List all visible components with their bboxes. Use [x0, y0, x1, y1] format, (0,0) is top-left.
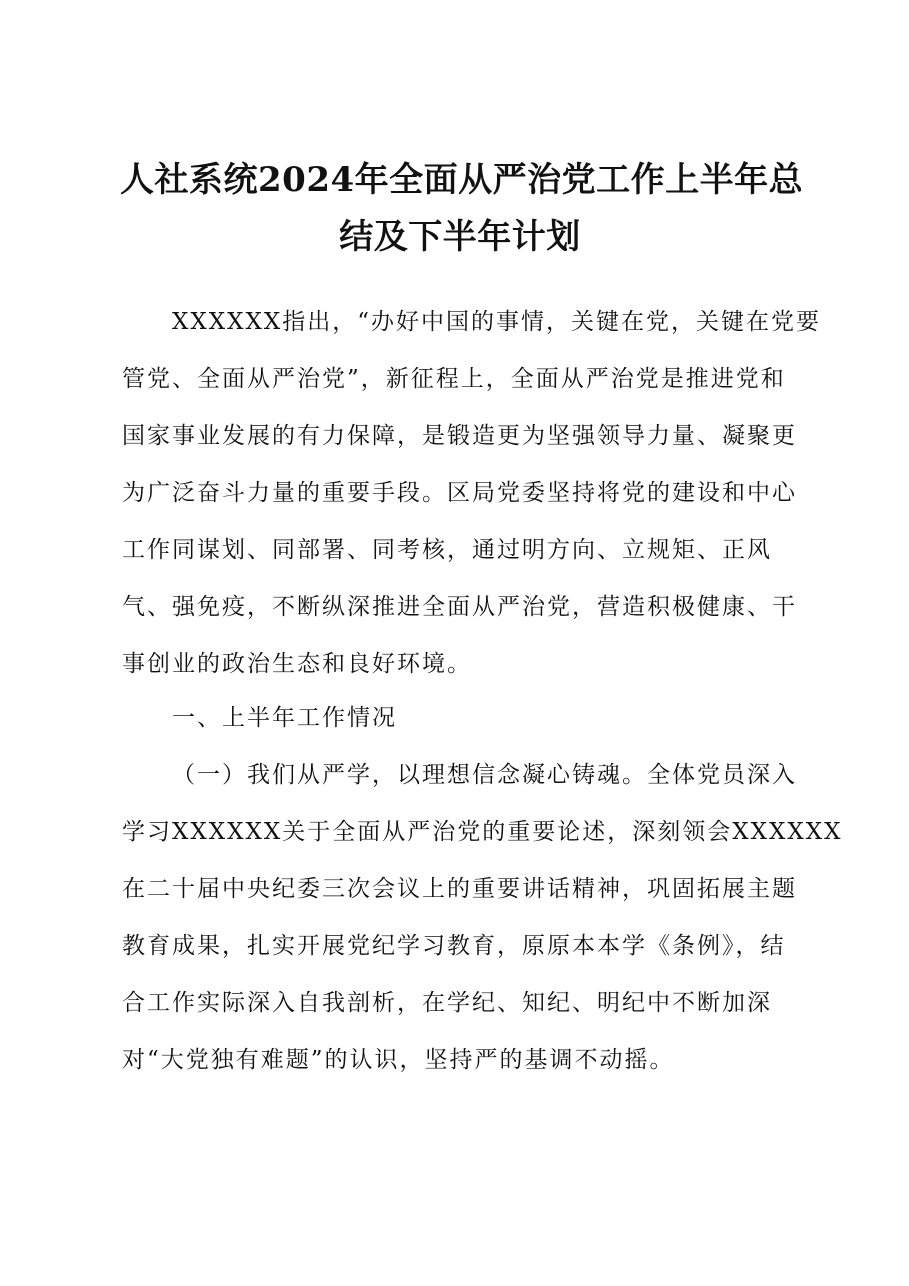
- document-title: [120, 152, 804, 266]
- paragraph-line: 教育成果，扎实开展党纪学习教育，原原本本学《条例》，结: [122, 933, 786, 959]
- section-paragraph: [122, 747, 843, 1089]
- paragraph-line: 事创业的政治生态和良好环境。: [122, 651, 472, 677]
- paragraph-line: 管党、全面从严治党”，新征程上，全面从严治党是推进党和: [122, 366, 786, 392]
- paragraph-line: （一）我们从严学，以理想信念凝心铸魂。全体党员深入: [172, 762, 797, 788]
- title-line: 结及下半年计划: [339, 217, 581, 257]
- paragraph-line: 合工作实际深入自我剖析，在学纪、知纪、明纪中不断加深: [122, 990, 772, 1016]
- paragraph-line: 为广泛奋斗力量的重要手段。区局党委坚持将党的建设和中心: [122, 480, 797, 506]
- paragraph-line: 气、强免疫，不断纵深推进全面从严治党，营造积极健康、干: [122, 594, 797, 620]
- paragraph-line: 在二十届中央纪委三次会议上的重要讲话精神，巩固拓展主题: [122, 876, 797, 902]
- paragraph-line: 工作同谋划、同部署、同考核，通过明方向、立规矩、正风: [122, 537, 772, 563]
- title-line: 人社系统2024年全面从严治党工作上半年总: [120, 160, 804, 200]
- intro-paragraph: [122, 294, 822, 693]
- paragraph-line: 学习XXXXXX关于全面从严治党的重要论述，深刻领会XXXXXX: [122, 819, 843, 845]
- section-heading: 一、上半年工作情况: [172, 705, 397, 731]
- paragraph-line: 对“大党独有难题”的认识，坚持严的基调不动摇。: [122, 1047, 675, 1073]
- paragraph-line: XXXXXX指出，“办好中国的事情，关键在党，关键在党要: [172, 309, 822, 335]
- paragraph-line: 国家事业发展的有力保障，是锻造更为坚强领导力量、凝聚更: [122, 423, 797, 449]
